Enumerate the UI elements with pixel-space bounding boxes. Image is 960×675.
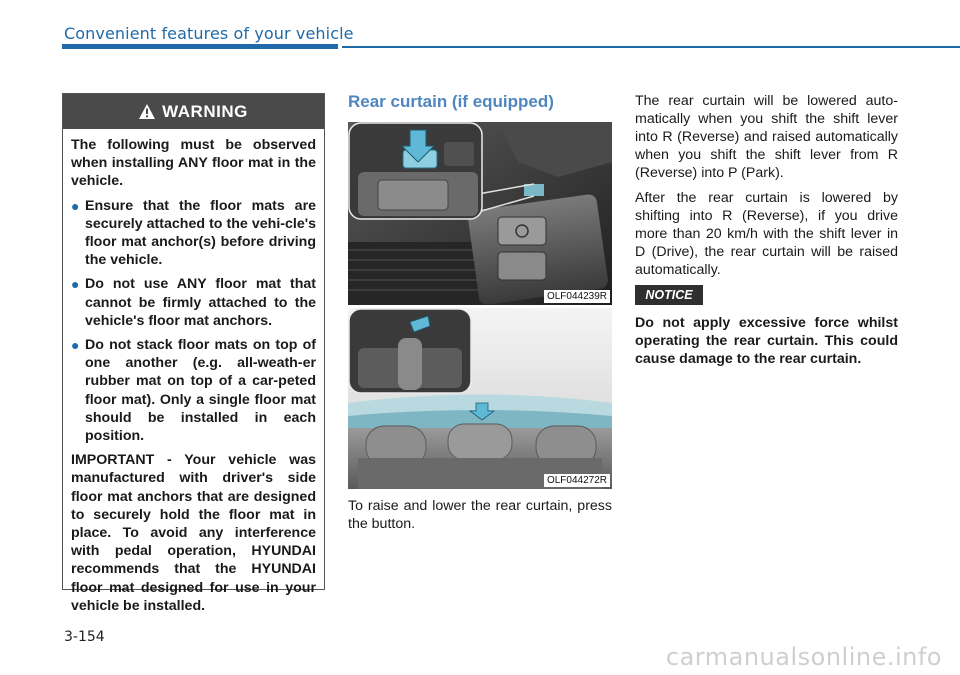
warning-body bbox=[63, 129, 324, 615]
bullet-dot-icon: ● bbox=[71, 276, 80, 293]
header-rule-thick bbox=[62, 44, 338, 49]
header-rule-thin bbox=[342, 46, 960, 48]
warning-bullet bbox=[71, 275, 316, 330]
warning-important: IMPORTANT - Your vehicle was manufactured with driver's side floor mat anchors that are designed to securely hold the floor mat in place. To avoid any interference with pedal operation, HYUNDAI recommends that the HYUNDAI floor mat designed for use in your vehicle be installed. bbox=[71, 452, 316, 614]
warning-bullet-text: Do not use ANY floor mat that cannot be firmly attached to the vehicle's floor mat anchors. bbox=[85, 276, 316, 329]
warning-triangle-icon bbox=[139, 104, 155, 119]
notice-text: Do not apply excessive force whilst operating the rear curtain. This could cause damage to the rear curtain. bbox=[635, 315, 898, 368]
rear-curtain-title: Rear curtain (if equipped) bbox=[348, 92, 554, 111]
figure-code-label: OLF044239R bbox=[544, 290, 610, 303]
warning-bullet-text: Do not stack floor mats on top of one another (e.g. all-weath-er rubber mat on top of a car-peted floor mat). Only a single floor mat should be installed in each position. bbox=[85, 337, 316, 445]
figure-rear-curtain bbox=[348, 308, 612, 489]
figure-code-label: OLF044272R bbox=[544, 474, 610, 487]
notice-badge: NOTICE bbox=[635, 285, 703, 305]
paragraph-auto-raise: After the rear curtain is lowered by shifting into R (Reverse), if you drive more than 20 km/h with the shift lever in D (Drive), the rear curtain will be raised automatically. bbox=[635, 190, 898, 278]
rear-window-illustration bbox=[348, 308, 612, 489]
bullet-dot-icon: ● bbox=[71, 197, 80, 214]
warning-bullet-text: Ensure that the floor mats are securely attached to the vehi-cle's floor mat anchor(s) before driving the vehicle. bbox=[85, 197, 316, 269]
warning-header bbox=[63, 94, 324, 129]
watermark: carmanualsonline.info bbox=[665, 643, 942, 671]
paragraph-auto-lower: The rear curtain will be lowered auto-matically when you shift the shift lever into R (Reverse) and raised automatically when you shift the shift lever from R (Reverse) into P (Park). bbox=[635, 93, 898, 181]
bullet-dot-icon: ● bbox=[71, 337, 80, 354]
figure-console-button bbox=[348, 122, 612, 305]
warning-title: WARNING bbox=[162, 101, 248, 121]
section-header-title: Convenient features of your vehicle bbox=[64, 24, 354, 43]
right-column bbox=[635, 92, 898, 286]
instruction-text: To raise and lower the rear curtain, press the button. bbox=[348, 498, 612, 532]
page-number: 3-154 bbox=[64, 629, 105, 645]
warning-bullet bbox=[71, 197, 316, 270]
console-illustration bbox=[348, 122, 612, 305]
warning-intro: The following must be observed when installing ANY floor mat in the vehicle. bbox=[71, 137, 316, 190]
warning-box bbox=[62, 93, 325, 614]
warning-bullet bbox=[71, 336, 316, 445]
